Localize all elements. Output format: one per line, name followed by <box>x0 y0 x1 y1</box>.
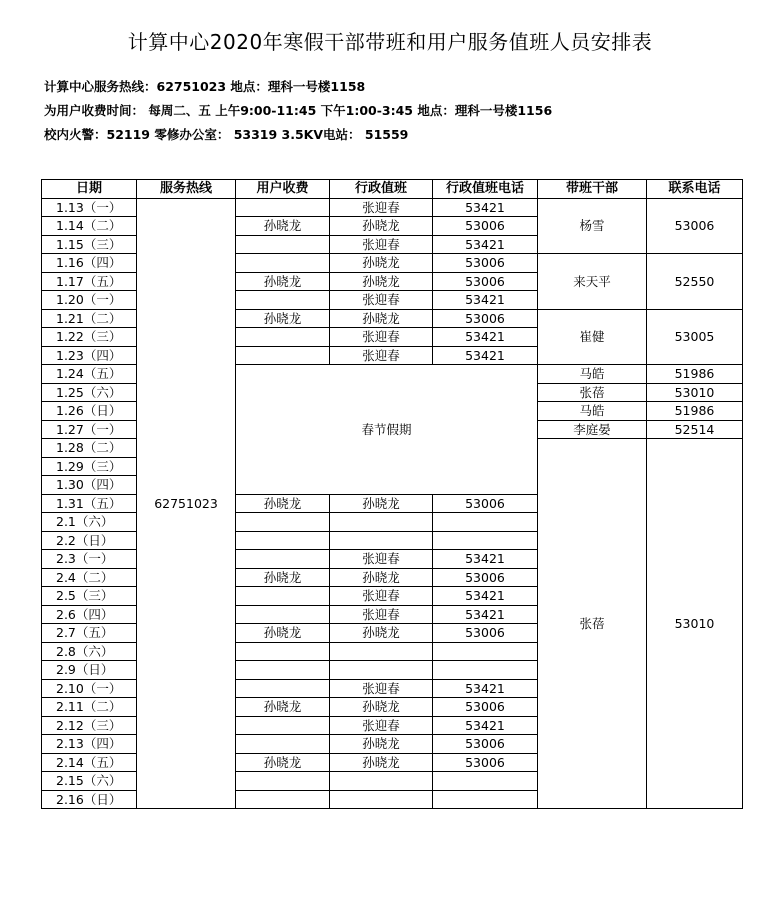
table-header-row <box>42 180 743 199</box>
date-cell: 2.12（三） <box>42 716 137 735</box>
admin-duty-phone-cell <box>433 531 538 550</box>
header-leader: 带班干部 <box>538 180 647 199</box>
date-cell: 2.7（五） <box>42 624 137 643</box>
date-cell: 1.13（一） <box>42 198 137 217</box>
admin-duty-phone-cell <box>433 642 538 661</box>
leader-phone-cell: 53010 <box>647 439 743 809</box>
table-row <box>42 198 743 217</box>
user-charge-cell: 孙晓龙 <box>236 698 330 717</box>
admin-duty-phone-cell: 53421 <box>433 605 538 624</box>
user-charge-cell <box>236 735 330 754</box>
leader-phone-cell: 51986 <box>647 365 743 384</box>
user-charge-cell: 孙晓龙 <box>236 272 330 291</box>
date-cell: 2.16（日） <box>42 790 137 809</box>
leader-cell: 张蓓 <box>538 383 647 402</box>
user-charge-cell: 孙晓龙 <box>236 753 330 772</box>
admin-duty-phone-cell: 53421 <box>433 235 538 254</box>
user-charge-cell <box>236 587 330 606</box>
leader-cell: 张蓓 <box>538 439 647 809</box>
admin-duty-cell: 张迎春 <box>330 605 433 624</box>
user-charge-cell: 孙晓龙 <box>236 217 330 236</box>
admin-duty-cell <box>330 661 433 680</box>
date-cell: 1.14（二） <box>42 217 137 236</box>
date-cell: 2.5（三） <box>42 587 137 606</box>
user-charge-cell: 孙晓龙 <box>236 568 330 587</box>
admin-duty-phone-cell <box>433 661 538 680</box>
date-cell: 1.21（二） <box>42 309 137 328</box>
admin-duty-cell: 孙晓龙 <box>330 272 433 291</box>
page-title: 计算中心2020年寒假干部带班和用户服务值班人员安排表 <box>127 30 653 54</box>
admin-duty-phone-cell <box>433 772 538 791</box>
header-user-charge: 用户收费 <box>236 180 330 199</box>
hotline-cell: 62751023 <box>137 198 236 809</box>
user-charge-cell <box>236 531 330 550</box>
leader-phone-cell: 53006 <box>647 198 743 254</box>
admin-duty-cell: 张迎春 <box>330 346 433 365</box>
admin-duty-cell <box>330 790 433 809</box>
admin-duty-cell: 孙晓龙 <box>330 624 433 643</box>
date-cell: 2.10（一） <box>42 679 137 698</box>
admin-duty-cell <box>330 772 433 791</box>
date-cell: 1.27（一） <box>42 420 137 439</box>
admin-duty-cell: 张迎春 <box>330 679 433 698</box>
date-cell: 2.14（五） <box>42 753 137 772</box>
admin-duty-phone-cell: 53006 <box>433 254 538 273</box>
date-cell: 1.16（四） <box>42 254 137 273</box>
admin-duty-cell: 孙晓龙 <box>330 494 433 513</box>
leader-cell: 杨雪 <box>538 198 647 254</box>
user-charge-cell <box>236 328 330 347</box>
admin-duty-phone-cell: 53006 <box>433 217 538 236</box>
user-charge-cell <box>236 605 330 624</box>
admin-duty-cell: 孙晓龙 <box>330 254 433 273</box>
date-cell: 1.17（五） <box>42 272 137 291</box>
date-cell: 2.11（二） <box>42 698 137 717</box>
leader-phone-cell: 53005 <box>647 309 743 365</box>
date-cell: 1.30（四） <box>42 476 137 495</box>
user-charge-cell <box>236 346 330 365</box>
admin-duty-cell: 张迎春 <box>330 235 433 254</box>
admin-duty-cell: 张迎春 <box>330 587 433 606</box>
header-admin-duty: 行政值班 <box>330 180 433 199</box>
date-cell: 1.20（一） <box>42 291 137 310</box>
admin-duty-cell: 孙晓龙 <box>330 698 433 717</box>
admin-duty-phone-cell: 53421 <box>433 550 538 569</box>
info-phone-line: 校内火警：52119 零修办公室： 53319 3.5KV电站： 51559 <box>44 127 409 142</box>
user-charge-cell <box>236 198 330 217</box>
user-charge-cell <box>236 235 330 254</box>
user-charge-cell <box>236 254 330 273</box>
leader-cell: 来天平 <box>538 254 647 310</box>
date-cell: 1.23（四） <box>42 346 137 365</box>
header-date: 日期 <box>42 180 137 199</box>
admin-duty-cell <box>330 531 433 550</box>
admin-duty-phone-cell: 53006 <box>433 735 538 754</box>
user-charge-cell: 孙晓龙 <box>236 624 330 643</box>
admin-duty-phone-cell: 53421 <box>433 587 538 606</box>
date-cell: 2.2（日） <box>42 531 137 550</box>
info-charge-time-line: 为用户收费时间： 每周二、五 上午9:00-11:45 下午1:00-3:45 地点：理科一号楼1156 <box>44 103 553 118</box>
leader-cell: 马皓 <box>538 365 647 384</box>
schedule-table <box>41 179 743 809</box>
date-cell: 2.15（六） <box>42 772 137 791</box>
date-cell: 2.1（六） <box>42 513 137 532</box>
header-admin-duty-phone: 行政值班电话 <box>433 180 538 199</box>
date-cell: 2.13（四） <box>42 735 137 754</box>
admin-duty-phone-cell: 53421 <box>433 679 538 698</box>
admin-duty-cell: 张迎春 <box>330 198 433 217</box>
date-cell: 1.29（三） <box>42 457 137 476</box>
admin-duty-cell: 张迎春 <box>330 291 433 310</box>
leader-phone-cell: 52550 <box>647 254 743 310</box>
date-cell: 2.6（四） <box>42 605 137 624</box>
leader-phone-cell: 52514 <box>647 420 743 439</box>
date-cell: 1.24（五） <box>42 365 137 384</box>
date-cell: 1.28（二） <box>42 439 137 458</box>
user-charge-cell <box>236 790 330 809</box>
admin-duty-cell: 张迎春 <box>330 550 433 569</box>
user-charge-cell <box>236 679 330 698</box>
admin-duty-cell: 孙晓龙 <box>330 568 433 587</box>
admin-duty-cell: 孙晓龙 <box>330 217 433 236</box>
user-charge-cell <box>236 513 330 532</box>
admin-duty-phone-cell: 53421 <box>433 198 538 217</box>
leader-phone-cell: 51986 <box>647 402 743 421</box>
date-cell: 2.9（日） <box>42 661 137 680</box>
date-cell: 2.4（二） <box>42 568 137 587</box>
admin-duty-phone-cell: 53421 <box>433 716 538 735</box>
leader-cell: 马皓 <box>538 402 647 421</box>
admin-duty-phone-cell: 53006 <box>433 272 538 291</box>
admin-duty-phone-cell <box>433 790 538 809</box>
admin-duty-cell: 孙晓龙 <box>330 753 433 772</box>
admin-duty-cell: 孙晓龙 <box>330 309 433 328</box>
date-cell: 1.25（六） <box>42 383 137 402</box>
date-cell: 2.8（六） <box>42 642 137 661</box>
admin-duty-cell: 孙晓龙 <box>330 735 433 754</box>
user-charge-cell: 孙晓龙 <box>236 309 330 328</box>
admin-duty-phone-cell <box>433 513 538 532</box>
admin-duty-phone-cell: 53006 <box>433 624 538 643</box>
holiday-cell: 春节假期 <box>236 365 538 495</box>
date-cell: 1.26（日） <box>42 402 137 421</box>
admin-duty-phone-cell: 53421 <box>433 328 538 347</box>
date-cell: 2.3（一） <box>42 550 137 569</box>
admin-duty-phone-cell: 53006 <box>433 753 538 772</box>
user-charge-cell <box>236 642 330 661</box>
admin-duty-cell <box>330 513 433 532</box>
admin-duty-cell: 张迎春 <box>330 716 433 735</box>
header-hotline: 服务热线 <box>137 180 236 199</box>
date-cell: 1.15（三） <box>42 235 137 254</box>
date-cell: 1.31（五） <box>42 494 137 513</box>
user-charge-cell <box>236 661 330 680</box>
admin-duty-cell: 张迎春 <box>330 328 433 347</box>
user-charge-cell <box>236 716 330 735</box>
admin-duty-phone-cell: 53421 <box>433 291 538 310</box>
leader-cell: 崔健 <box>538 309 647 365</box>
user-charge-cell <box>236 550 330 569</box>
user-charge-cell <box>236 772 330 791</box>
header-contact-phone: 联系电话 <box>647 180 743 199</box>
date-cell: 1.22（三） <box>42 328 137 347</box>
admin-duty-cell <box>330 642 433 661</box>
admin-duty-phone-cell: 53006 <box>433 309 538 328</box>
admin-duty-phone-cell: 53006 <box>433 494 538 513</box>
admin-duty-phone-cell: 53006 <box>433 568 538 587</box>
leader-cell: 李庭晏 <box>538 420 647 439</box>
admin-duty-phone-cell: 53006 <box>433 698 538 717</box>
user-charge-cell: 孙晓龙 <box>236 494 330 513</box>
leader-phone-cell: 53010 <box>647 383 743 402</box>
user-charge-cell <box>236 291 330 310</box>
info-hotline-line: 计算中心服务热线：62751023 地点：理科一号楼1158 <box>44 79 366 94</box>
admin-duty-phone-cell: 53421 <box>433 346 538 365</box>
